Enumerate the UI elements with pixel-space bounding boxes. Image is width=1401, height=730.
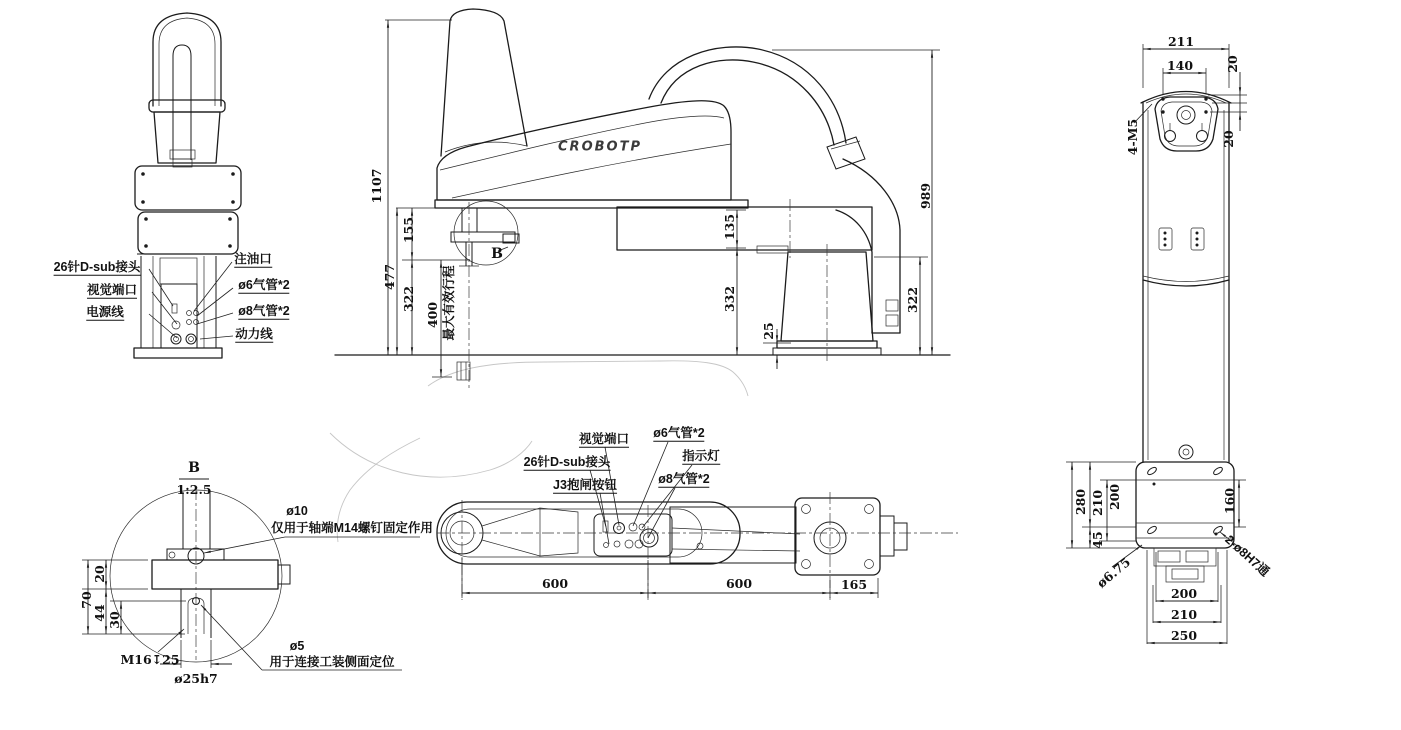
callout-indicator-light: 指示灯 [682,448,720,463]
callout-vision-top: 视觉端口 [578,431,630,446]
dim-250: 250 [1170,627,1198,643]
callout-motor-cable: 动力线 [235,326,273,341]
note-max-stroke: 最大有效行程 [441,265,456,341]
dim-70: 70 [78,591,94,609]
dim-211: 211 [1167,33,1195,49]
dim-m16-depth25: M16↧25 [120,651,180,667]
front-view [335,9,950,388]
note-m14-screw: 仅用于轴端M14螺钉固定作用 [271,520,433,535]
dim-600-a: 600 [541,575,569,591]
callout-dia5: ø5 [289,638,305,653]
dim-44: 44 [91,604,107,622]
dim-210-h: 210 [1170,606,1198,622]
dim-dia25h7: ø25h7 [174,670,218,686]
label-b-pointer: B [491,246,503,262]
dim-160: 160 [1221,487,1237,515]
callout-air6-rear: ø6气管*2 [238,277,290,292]
dim-400: 400 [424,301,440,329]
callout-j3-brake-button: J3抱闸按钮 [553,477,617,492]
brand-logo: CROBOTP [558,139,642,155]
dim-d675: ø6.75 [1093,554,1134,591]
callout-vision-rear: 视觉端口 [86,282,138,297]
callout-dsub-top: 26针D-sub接头 [523,454,611,469]
detail-b-view [78,479,420,670]
dim-135: 135 [721,213,737,241]
construction-curves [330,361,748,542]
dim-477: 477 [381,263,397,291]
dim-332: 332 [721,285,737,313]
dim-989: 989 [917,182,933,210]
dim-20-bottom: 20 [1220,130,1236,148]
callout-dia10: ø10 [286,503,308,518]
dim-140: 140 [1166,57,1194,73]
dim-165: 165 [840,576,868,592]
dim-155: 155 [400,216,416,244]
callout-dsub-rear: 26针D-sub接头 [53,259,141,274]
callout-air8-top: ø8气管*2 [658,471,710,486]
dim-20-top: 20 [1224,55,1240,73]
dim-200-h: 200 [1170,585,1198,601]
dim-1107: 1107 [368,168,384,204]
rear-view [134,13,241,358]
side-view [1066,44,1247,644]
dim-30: 30 [106,611,122,629]
detail-id: B [188,460,200,476]
dim-4m5: 4-M5 [1124,118,1140,156]
note-side-positioning: 用于连接工装侧面定位 [269,654,395,669]
callout-oil-port: 注油口 [234,251,272,266]
dim-2xd8h7: 2-ø8H7通 [1222,532,1272,580]
callout-power-cable: 电源线 [86,304,124,319]
dim-210-v: 210 [1089,489,1105,517]
dim-322-left: 322 [400,285,416,313]
callout-air8-rear: ø8气管*2 [238,303,290,318]
detail-scale: 1:2.5 [176,481,212,497]
dim-25: 25 [760,322,776,340]
dim-20-detail: 20 [91,565,107,583]
dim-322-right: 322 [904,286,920,314]
dim-200-v: 200 [1106,483,1122,511]
dim-280: 280 [1072,488,1088,516]
top-view [437,442,958,600]
callout-air6-top: ø6气管*2 [653,425,705,440]
dim-45: 45 [1089,531,1105,549]
dim-600-b: 600 [725,575,753,591]
